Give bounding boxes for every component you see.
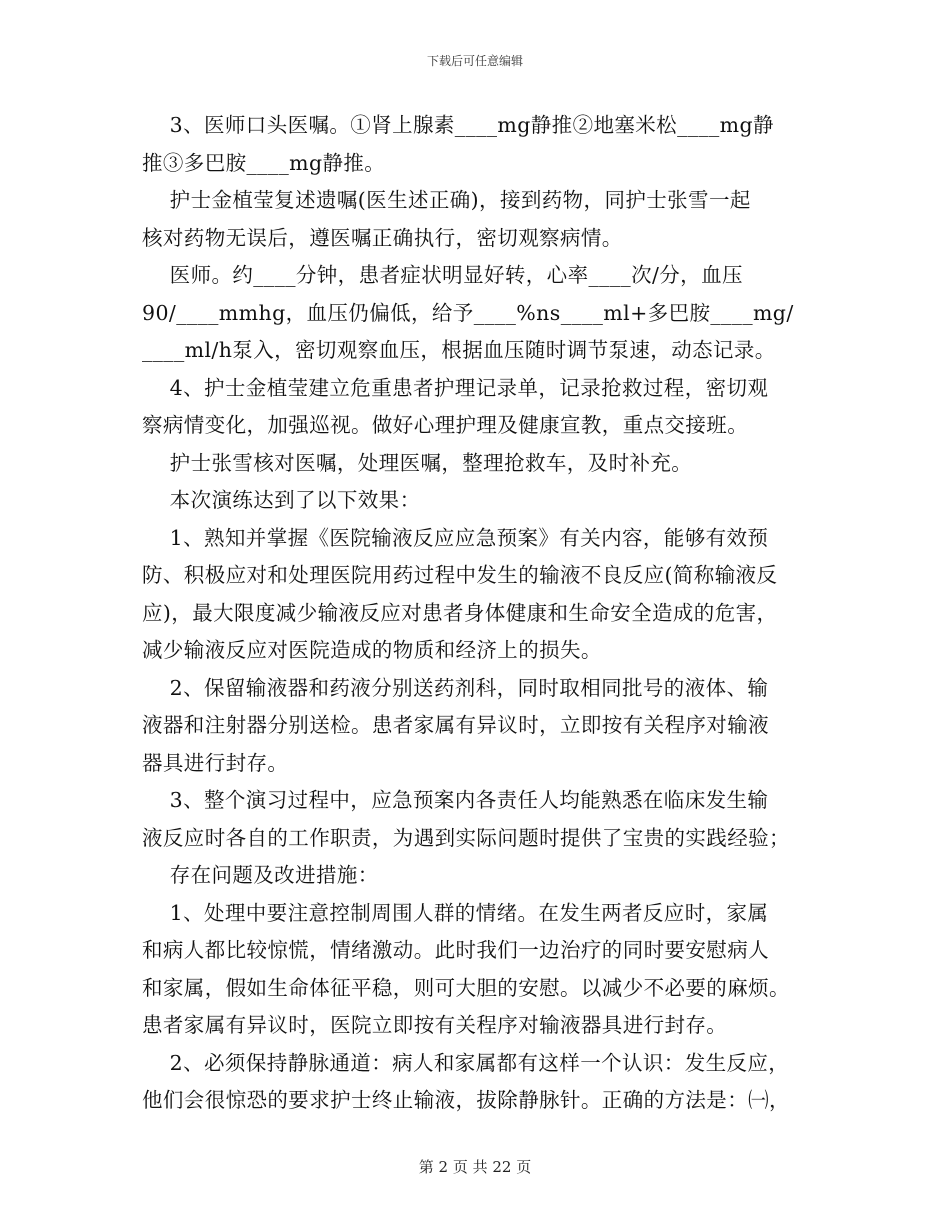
text-line: 和病人都比较惊慌，情绪激动。此时我们一边治疗的同时要安慰病人 bbox=[142, 938, 769, 962]
text-line: 核对药物无误后，遵医嘱正确执行，密切观察病情。 bbox=[142, 225, 623, 250]
text-line: 防、积极应对和处理医院用药过程中发生的输液不良反应(简称输液反 bbox=[142, 563, 778, 587]
text-line: 推③多巴胺____mg静推。 bbox=[142, 150, 386, 175]
text-line: 3、医师口头医嘱。①肾上腺素____mg静推②地塞米松____mg静 bbox=[142, 113, 774, 137]
text-line: 2、保留输液器和药液分别送药剂科，同时取相同批号的液体、输 bbox=[142, 675, 769, 700]
text-line: 4、护士金植莹建立危重患者护理记录单，记录抢救过程，密切观 bbox=[142, 375, 769, 400]
text-line: 护士金植莹复述遗嘱(医生述正确)，接到药物，同护士张雪一起 bbox=[142, 188, 751, 212]
text-line: 1、熟知并掌握《医院输液反应应急预案》有关内容，能够有效预 bbox=[142, 525, 769, 550]
document-body bbox=[142, 107, 810, 1120]
text-line: 应)，最大限度减少输液反应对患者身体健康和生命安全造成的危害， bbox=[142, 600, 778, 625]
text-line: 护士张雪核对医嘱，处理医嘱，整理抢救车，及时补充。 bbox=[142, 450, 693, 475]
text-line: 他们会很惊恐的要求护士终止输液，拔除静脉针。正确的方法是：㈠， bbox=[142, 1088, 790, 1112]
text-line: 2、必须保持静脉通道：病人和家属都有这样一个认识：发生反应， bbox=[142, 1050, 790, 1075]
text-line: 察病情变化，加强巡视。做好心理护理及健康宣教，重点交接班。 bbox=[142, 413, 749, 437]
text-line: ____ml/h泵入，密切观察血压，根据血压随时调节泵速，动态记录。 bbox=[142, 338, 776, 362]
text-line: 1、处理中要注意控制周围人群的情绪。在发生两者反应时，家属 bbox=[142, 900, 769, 925]
text-line: 液器和注射器分别送检。患者家属有异议时，立即按有关程序对输液 bbox=[142, 713, 769, 737]
text-line: 医师。约____分钟，患者症状明显好转，心率____次/分，血压 bbox=[142, 263, 743, 287]
page-number-footer: 第 2 页 共 22 页 bbox=[418, 1158, 532, 1176]
text-line: 3、整个演习过程中，应急预案内各责任人均能熟悉在临床发生输 bbox=[142, 788, 769, 812]
text-line: 存在问题及改进措施： bbox=[142, 863, 379, 887]
text-line: 液反应时各自的工作职责，为遇到实际问题时提供了宝贵的实践经验； bbox=[142, 825, 790, 850]
text-line: 和家属，假如生命体征平稳，则可大胆的安慰。以减少不必要的麻烦。 bbox=[142, 975, 790, 1000]
text-line: 器具进行封存。 bbox=[142, 750, 289, 775]
text-line: 90/____mmhg，血压仍偏低，给予____%ns____ml+多巴胺____mg/ bbox=[142, 300, 794, 325]
text-line: 减少输液反应对医院造成的物质和经济上的损失。 bbox=[142, 638, 602, 662]
page-header: 下载后可任意编辑 bbox=[426, 54, 523, 68]
text-line: 本次演练达到了以下效果： bbox=[142, 488, 421, 512]
text-line: 患者家属有异议时，医院立即按有关程序对输液器具进行封存。 bbox=[142, 1013, 728, 1037]
